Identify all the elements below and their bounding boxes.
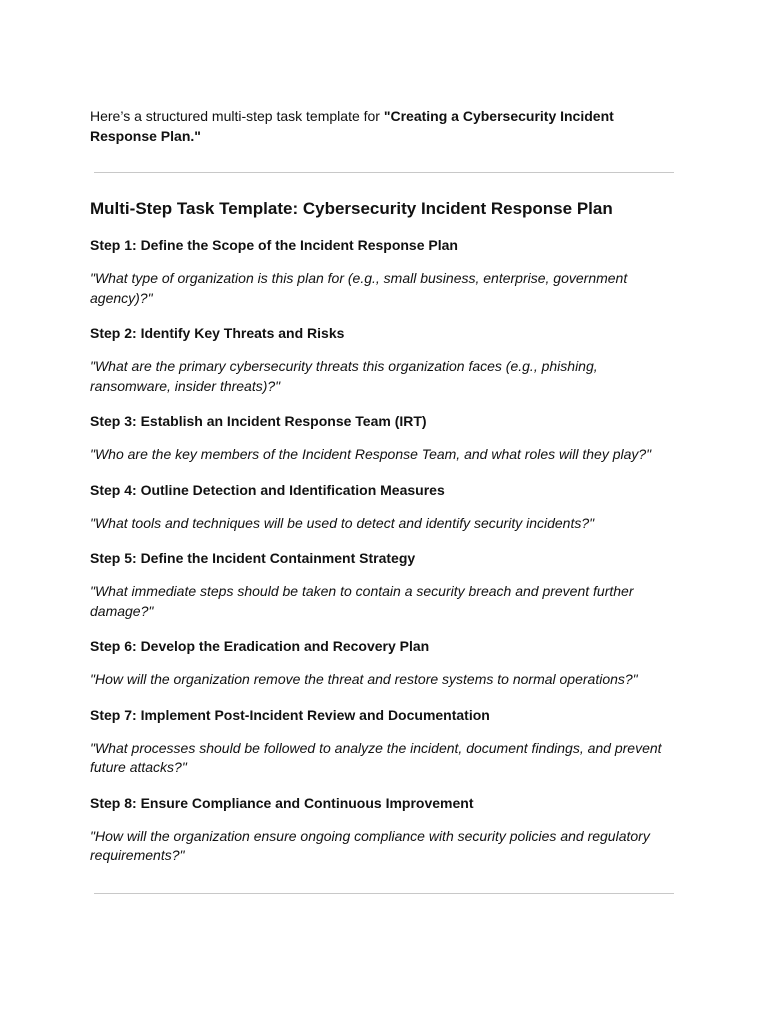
top-divider	[94, 172, 674, 173]
step-title: Step 4: Outline Detection and Identification Measures	[90, 481, 445, 498]
step-6	[90, 637, 682, 690]
step-5	[90, 549, 682, 621]
step-question: "What immediate steps should be taken to contain a security breach and prevent further damage?"	[90, 583, 634, 619]
document-content	[90, 107, 682, 894]
step-question: "What type of organization is this plan for (e.g., small business, enterprise, government agency)?"	[90, 270, 628, 306]
step-title: Step 8: Ensure Compliance and Continuous Improvement	[90, 794, 474, 811]
section-heading: Multi-Step Task Template: Cybersecurity Incident Response Plan	[90, 199, 613, 218]
step-question: "How will the organization remove the threat and restore systems to normal operations?"	[90, 671, 638, 687]
step-question: "Who are the key members of the Incident Response Team, and what roles will they play?"	[90, 446, 652, 462]
step-title: Step 6: Develop the Eradication and Recovery Plan	[90, 638, 430, 654]
step-2	[90, 324, 682, 396]
step-title: Step 7: Implement Post-Incident Review and Documentation	[90, 706, 490, 723]
step-question: "How will the organization ensure ongoing compliance with security policies and regulatory requirements?"	[90, 827, 650, 863]
step-1	[90, 236, 682, 308]
bottom-divider	[94, 893, 674, 894]
intro-text: Here’s a structured multi-step task template for	[90, 108, 384, 124]
intro-bold-title: "Creating a Cybersecurity Incident Response Plan."	[90, 108, 614, 144]
step-question: "What processes should be followed to analyze the incident, document findings, and prevent future attacks?"	[90, 739, 662, 775]
step-3	[90, 412, 682, 465]
step-title: Step 5: Define the Incident Containment Strategy	[90, 550, 416, 566]
step-question: "What are the primary cybersecurity threats this organization faces (e.g., phishing, ransomware, insider threats)?"	[90, 358, 598, 394]
step-4	[90, 481, 682, 534]
step-8	[90, 794, 682, 866]
intro-paragraph	[90, 107, 682, 146]
step-7	[90, 706, 682, 778]
step-question: "What tools and techniques will be used to detect and identify security incidents?"	[90, 514, 595, 531]
step-title: Step 1: Define the Scope of the Incident Response Plan	[90, 237, 458, 253]
step-title: Step 2: Identify Key Threats and Risks	[90, 325, 345, 341]
step-title: Step 3: Establish an Incident Response Team (IRT)	[90, 413, 427, 429]
